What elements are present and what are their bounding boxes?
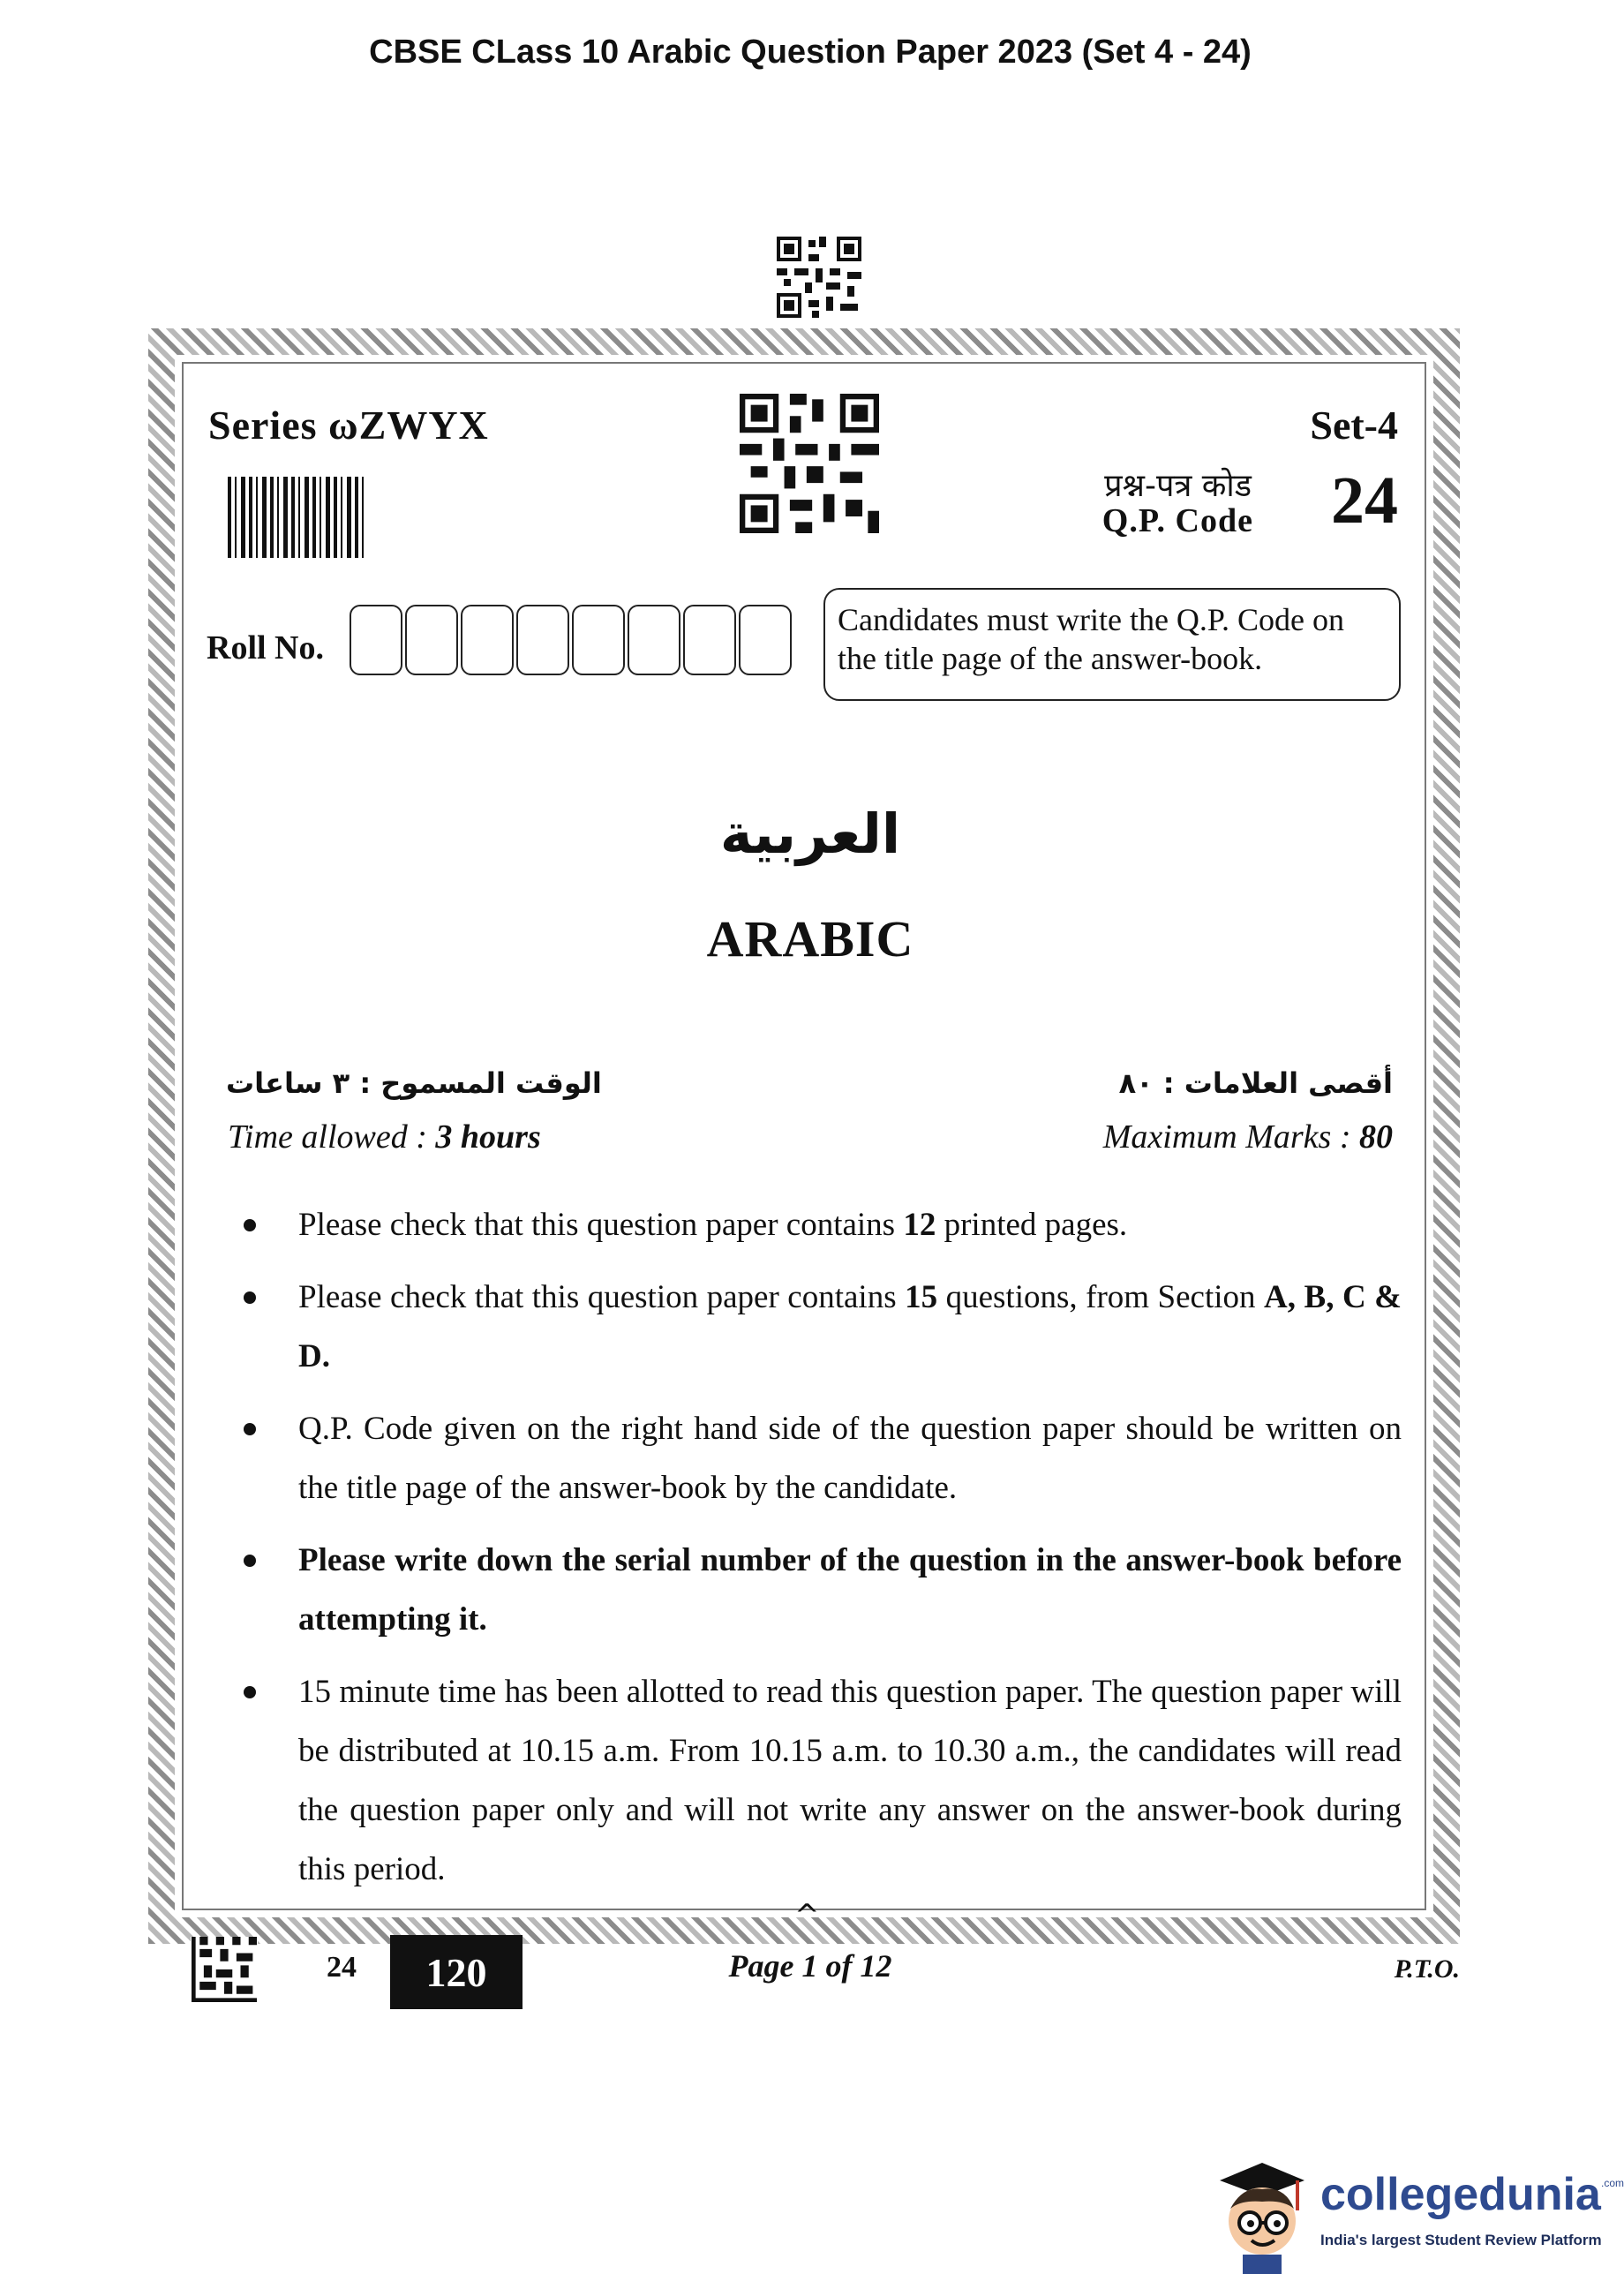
maximum-marks-arabic: أقصى العلامات : ٨٠ (1118, 1066, 1393, 1100)
instruction-item: Q.P. Code given on the right hand side of the question paper should be written on the title page of the answer-book by the candidate. (238, 1399, 1402, 1517)
roll-no-digit-box[interactable] (628, 605, 680, 675)
qr-code-icon (740, 394, 879, 533)
roll-no-label: Roll No. (207, 629, 324, 666)
bullet-icon (244, 1291, 256, 1304)
subject-title-arabic: العربية (719, 802, 901, 866)
maximum-marks-english: Maximum Marks : 80 (1102, 1118, 1393, 1156)
subject-title-english: ARABIC (706, 910, 914, 968)
set-label: Set-4 (1310, 403, 1398, 448)
mascot-icon (1207, 2150, 1317, 2274)
instruction-item: 15 minute time has been allotted to read this question paper. The question paper will be distributed at 10.15 a.m. From 10.15 a.m. to 10.30 a.m., the candidates will read the question paper only and will not write any answer on the answer-book during this period. (238, 1662, 1402, 1899)
brand-dotcom: .com (1601, 2177, 1624, 2189)
barcode-icon (228, 477, 367, 558)
roll-no-boxes[interactable] (350, 605, 794, 675)
roll-no-digit-box[interactable] (405, 605, 458, 675)
bullet-icon (244, 1423, 256, 1435)
qr-code-icon (777, 237, 861, 318)
roll-no-digit-box[interactable] (683, 605, 736, 675)
instruction-item: Please write down the serial number of the question in the answer-book before attempting it. (238, 1531, 1402, 1649)
footer-code: 24 (327, 1951, 357, 1984)
roll-no-digit-box[interactable] (739, 605, 792, 675)
bullet-icon (244, 1555, 256, 1567)
time-allowed-arabic: الوقت المسموح : ٣ ساعات (226, 1066, 602, 1100)
roll-no-digit-box[interactable] (461, 605, 514, 675)
qp-code-hindi-label: प्रश्न-पत्र कोड (1104, 468, 1252, 504)
bullet-icon (244, 1219, 256, 1231)
footer-number-box: 120 (390, 1935, 523, 2009)
roll-no-digit-box[interactable] (572, 605, 625, 675)
brand-name: collegedunia (1320, 2169, 1601, 2220)
qp-code-label: Q.P. Code (1101, 502, 1253, 539)
page-indicator: Page 1 of 12 (728, 1948, 892, 1984)
roll-no-digit-box[interactable] (350, 605, 402, 675)
brand-tagline: India's largest Student Review Platform (1320, 2232, 1602, 2248)
caret-mark: ^ (794, 1898, 820, 1933)
series-label: Series ωZWYX (208, 403, 489, 448)
document-title: CBSE CLass 10 Arabic Question Paper 2023 (Set 4 - 24) (369, 34, 1252, 71)
time-allowed-english: Time allowed : 3 hours (228, 1118, 541, 1156)
candidate-notice: Candidates must write the Q.P. Code on the title page of the answer-book. (823, 588, 1401, 701)
instruction-item: Please check that this question paper contains 15 questions, from Section A, B, C & D. (238, 1268, 1402, 1386)
instruction-item: Please check that this question paper contains 12 printed pages. (238, 1195, 1402, 1254)
pto-label: P.T.O. (1394, 1954, 1460, 1984)
roll-no-digit-box[interactable] (516, 605, 569, 675)
collegedunia-logo[interactable] (1207, 2150, 1622, 2274)
bullet-icon (244, 1686, 256, 1698)
qp-code-number: 24 (1331, 463, 1398, 538)
instructions-list (238, 1195, 1402, 1912)
